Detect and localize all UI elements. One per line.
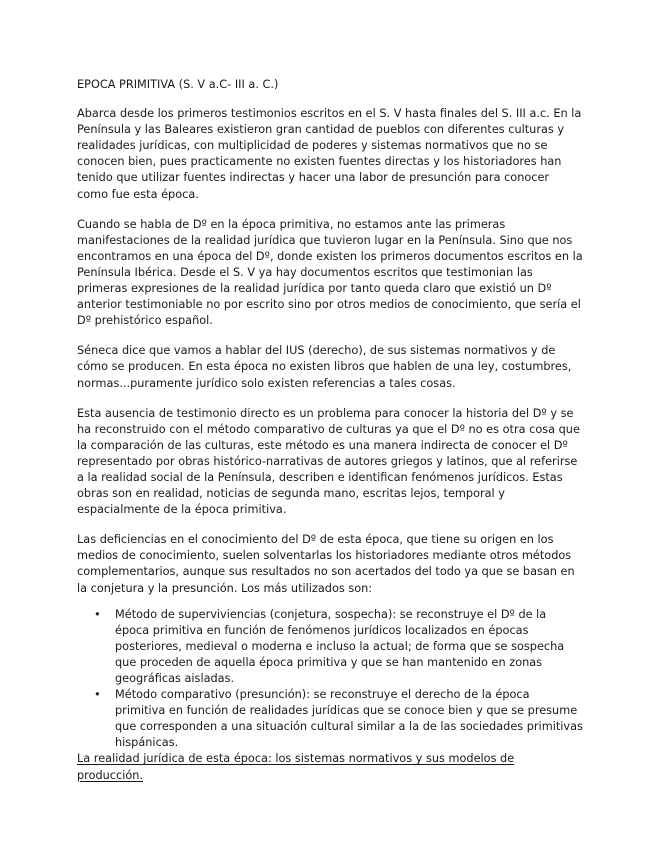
list-item-text: Método comparativo (presunción): se reconstruye el derecho de la época primitiva en función de realidades jurídicas que se conoce bien y que se presume que corresponden a una situación cultural similar a la de las sociedades primitivas hispánicas. <box>115 688 583 750</box>
bullet-icon: • <box>94 607 101 621</box>
section-subheading: La realidad jurídica de esta época: los sistemas normativos y sus modelos de producción. <box>77 752 515 782</box>
paragraph-intro: Abarca desde los primeros testimonios escritos en el S. V hasta finales del S. III a.c. En la Península y las Baleares existieron gran cantidad de pueblos con diferentes culturas y realidades jurídicas, con multiplicidad de poderes y sistemas normativos que no se conocen bien, pues practicamente no existen fuentes directas y los historiadores han tenido que utilizar fuentes indirectas y hacer una labor de presunción para conocer como fue esta época. <box>77 107 582 201</box>
paragraph-derecho-epoca-primitiva: Cuando se habla de Dº en la época primitiva, no estamos ante las primeras manifestaciones de la realidad jurídica que tuvieron lugar en la Península. Sino que nos encontramos en una época del Dº, donde existen los primeros documentos escritos en la Península Ibérica. Desde el S. V ya hay documentos escritos que testimonian las primeras expresiones de la realidad jurídica por tanto queda claro que existió un Dº anterior testimoniable no por escrito sino por otros medios de conocimiento, que sería el Dº prehistórico español. <box>77 217 583 328</box>
document-title: EPOCA PRIMITIVA (S. V a.C- III a. C.) <box>77 78 279 91</box>
paragraph-seneca: Séneca dice que vamos a hablar del IUS (derecho), de sus sistemas normativos y de cómo se producen. En esta época no existen libros que hablen de una ley, costumbres, normas...puramente jurídico solo existen referencias a tales cosas. <box>77 344 572 390</box>
bullet-icon: • <box>94 688 101 702</box>
list-item <box>77 687 583 751</box>
paragraph-ausencia-testimonio: Esta ausencia de testimonio directo es un problema para conocer la historia del Dº y se ha reconstruido con el método comparativo de culturas ya que el Dº no es otra cosa que la comparación de las culturas, este método es una manera indirecta de conocer el Dº representado por obras histórico-narrativas de autores griegos y latinos, que al referirse a la realidad social de la Península, describen e identifican fenómenos jurídicos. Estas obras son en realidad, noticias de segunda mano, escritas lejos, temporal y espacialmente de la época primitiva. <box>77 406 580 517</box>
document-page <box>77 77 583 784</box>
list-item <box>77 607 583 687</box>
paragraph-deficiencias: Las deficiencias en el conocimiento del Dº de esta época, que tiene su origen en los medios de conocimiento, suelen solventarlas los historiadores mediante otros métodos complementarios, aunque sus resultados no son acertados del todo ya que se basan en la conjetura y la presunción. Los más utilizados son: <box>77 533 575 595</box>
methods-list <box>77 607 583 752</box>
list-item-text: Método de superviviencias (conjetura, sospecha): se reconstruye el Dº de la época primitiva en función de fenómenos jurídicos localizados en épocas posteriores, medieval o moderna e incluso la actual; de forma que se sospecha que proceden de aquella época primitiva y que se han mantenido en zonas geográficas aisladas. <box>115 607 565 685</box>
